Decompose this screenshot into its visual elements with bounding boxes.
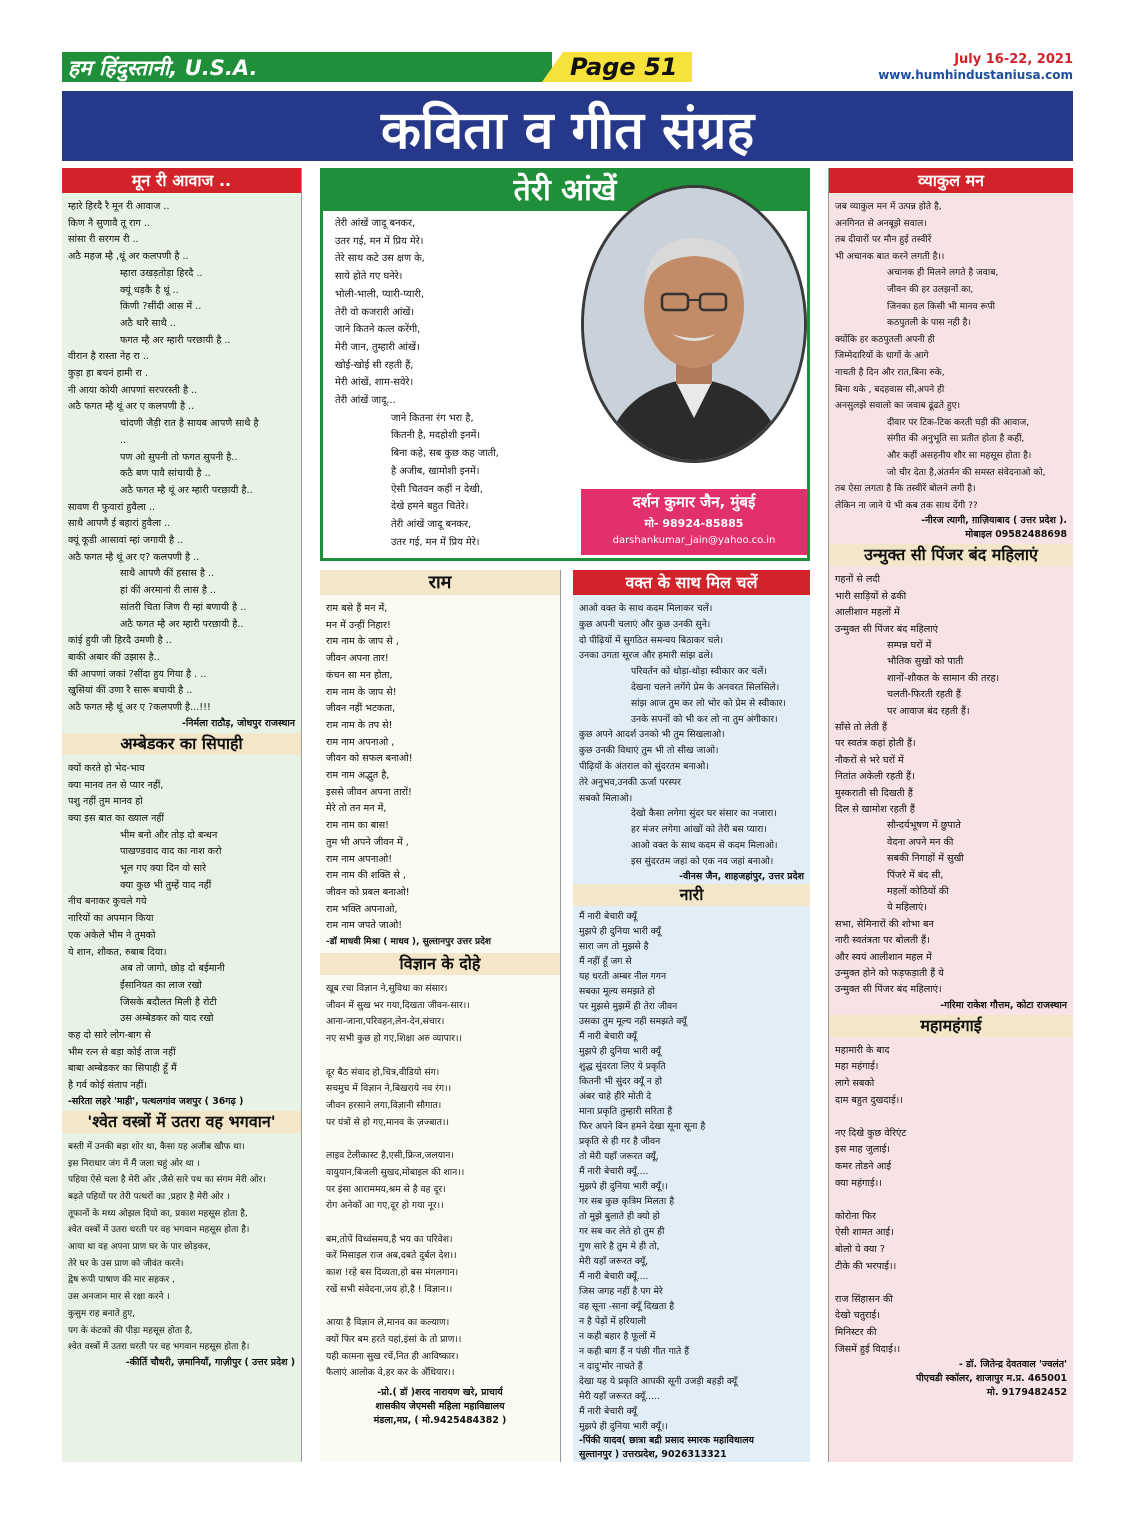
poem-line: यही कामना सुख रचें,नित ही आविष्कार। <box>326 1350 459 1362</box>
poem-line: साथै आपणै कीं हसास है .. <box>120 568 215 580</box>
poem-line: एक अकेले भीम ने तुमको <box>68 929 156 941</box>
poem-line: अठै महज म्है ,थूं अर कलपणी है .. <box>68 251 189 263</box>
poem-line: कंचन सा मन होता, <box>326 669 393 681</box>
poem-line: सावण री फुवारां हुवैला .. <box>68 501 155 513</box>
poem-line: भी अचानक बात करने लगती है।। <box>835 251 945 262</box>
poem-line: कितनी है, मदहोशी इनमें। <box>391 430 481 442</box>
poem-line: पर मुझसे मुझमें ही तेरा जीवन <box>579 1000 678 1012</box>
poem-line: सचमुच में विज्ञान ने,बिखराये नव रंग।। <box>326 1083 452 1095</box>
poem-line: जीवन की हर उलझनों का, <box>887 284 974 295</box>
poem-line: तेरे अनुभव,उनकी ऊर्जा परस्पर <box>579 776 681 788</box>
poem-line: जो चीर देता है,अंतर्मन की समस्त संवेदनाओ को, <box>887 467 1046 478</box>
poem-line: अंबर चाहे हीरे मोती दे <box>579 1090 652 1102</box>
poem-line: वह सूना -साना क्यूँ दिखता है <box>579 1300 675 1312</box>
poem-credit: -गरिमा राकेश गौत्तम, कोटा राजस्थान <box>940 999 1067 1011</box>
poem-line: उनके सपनों को भी कर लो ना तुम अंगीकार। <box>631 713 778 725</box>
poem-line: कुड़ा हा बचनं हामी रा . <box>68 368 148 380</box>
poem-line: नए सभी कुछ हो गए,शिक्षा अरु व्यापार।। <box>326 1033 462 1045</box>
poem-line: ईंसानियत का लाज रखो <box>120 979 202 991</box>
poet-photo <box>581 185 807 463</box>
poem-title: विज्ञान के दोहे <box>320 953 560 975</box>
poem-line: भौतिक सुखों को पाती <box>887 656 964 668</box>
poem-title: मून री आवाज .. <box>62 168 301 193</box>
poem-line: म्हारा उखड़तोड़ा हिरदै .. <box>120 267 203 279</box>
poem-line: इस सुंदरतम जहां को एक नव जहां बनाओ। <box>631 855 774 867</box>
page-title: कविता व गीत संग्रह <box>380 101 755 161</box>
poem-line: आओ वक्त के साथ कदम मिलाकर चलें। <box>579 603 713 614</box>
feature-title: तेरी आंखें <box>323 171 807 211</box>
poem-line: नीच बनाकर कुचले गये <box>68 896 147 908</box>
poem-line: फिर अपने बिन हमने देखा सूना सूना है <box>579 1120 706 1132</box>
poem-line: जिसके बदौलत मिली है रोटी <box>120 996 217 1008</box>
poem-line: वेदना अपने मन की <box>887 836 954 848</box>
poem-line: गुण सारे है तुम मे ही तो, <box>579 1240 660 1252</box>
poem-line: लेकिन ना जाने ये भी कब तक साथ देंगी ?? <box>835 500 978 511</box>
poem-line <box>835 1192 1069 1209</box>
poem-line: गहनों से लदी <box>835 574 880 586</box>
poem-credit: -कीर्ति चौधरी, ज़मानियाँ, गाज़ीपुर ( उत्तर प्रदेश ) <box>125 1357 295 1368</box>
poem-line <box>326 1298 556 1315</box>
poem-line: दिल से खामोश रहती हैं <box>835 803 915 815</box>
poem-line: तेरे साथ कटे उस क्षण के, <box>335 253 425 265</box>
poem-line: जीवन हरसाने लगा,विज्ञानी सौगात। <box>326 1099 442 1111</box>
poem-line: अनसुलझे सवालो का जवाब ढूंढते हुए। <box>835 401 961 412</box>
poem-line: सम्पन्न घरों में <box>887 639 932 651</box>
poem-line: मेरी यहाँ जरूरत क्यूँ..... <box>579 1390 660 1402</box>
poem-line: नारी स्वतंत्रता पर बोलती हैं। <box>835 935 930 947</box>
poem-line <box>326 1131 556 1148</box>
poem-line: अठै फगत म्है थूं अर ए कलपणी है .. <box>68 401 195 413</box>
poem-line: अठै फगत म्है थूं अर ए ?कलपणी है...!!! <box>68 702 211 714</box>
poem-line: यह धरती अम्बर नील गगन <box>579 970 667 982</box>
poem-line: देखो चतुराई। <box>835 1310 880 1322</box>
poem-body <box>573 906 810 1434</box>
poem-line <box>326 1048 556 1065</box>
poem-line: न है पेड़ों में हरियाली <box>579 1315 646 1327</box>
poem-line: कांई हुयी जी हिरदै उमणी है .. <box>68 635 172 647</box>
poem-title: महामहंगाई <box>829 1015 1073 1037</box>
poem-title: वक्त के साथ मिल चलें <box>573 570 810 595</box>
poem-title: उन्मुक्त सी पिंजर बंद महिलाएं <box>829 544 1073 566</box>
poem-title: अम्बेडकर का सिपाही <box>62 733 301 755</box>
poem-line: नितांत अकेली रहती हैं। <box>835 771 915 783</box>
poem-line: क्या इस बात का ख्याल नहीं <box>68 812 164 824</box>
poem-line: जिस जगह नहीं है पग मेरे <box>579 1285 663 1297</box>
poem-line: उस अम्बेडकर को याद रखो <box>120 1013 214 1025</box>
poem-line: अठै फगत म्है थूं अर ए? कलपणी है .. <box>68 551 200 563</box>
poem-line: तब दीवारों पर मौन हुई तस्वीरें <box>835 235 932 246</box>
poem-line: पीढ़ियों के अंतराल को सुंदरतम बनाओ। <box>579 760 709 772</box>
poem-line: खोई-खोई सी रहती हैं, <box>335 359 414 371</box>
poem-line: हर मंजर लगेगा आंखों को तेरी बस प्यारा। <box>631 824 767 836</box>
poem-line: दीवार पर टिक-टिक करती घड़ी की आवाज, <box>887 417 1030 428</box>
poem-line: अठै फगत म्है थूं अर म्हारी परछायी है.. <box>120 484 253 496</box>
poem-line: तेरी आंखें जादू... <box>335 395 396 407</box>
poem-line: वायुयान,बिजली सुखद,मोबाइल की शान।। <box>326 1166 465 1178</box>
poem-line: सबका मूल्य समझते हो <box>579 985 655 997</box>
poem-line: सांतरी चिता जिण री म्हां बणायी है .. <box>120 601 247 613</box>
poem-line: हां कीं अरमानां री लास है .. <box>120 585 217 597</box>
poem-line: तेरी वो कजरारी आंखें। <box>335 306 415 318</box>
poem-line: वीरान है रास्ता नेह रा .. <box>68 351 149 363</box>
poem-line: राम नाम जपते जाओ! <box>326 920 403 932</box>
poem-line: पण ओ सुपनी तो फगत सुपनी है.. <box>120 451 238 463</box>
poem-line: इस माह जुलाई। <box>835 1144 891 1156</box>
poem-line: किणी ?सींदी आस में .. <box>120 301 202 313</box>
poem-line: दूर बैठ संवाद हो,चित्र,वीडियो संग। <box>326 1066 440 1078</box>
poem-line: क्यूं धड़कै है थूं .. <box>120 284 179 296</box>
poem-credit: मोबाइल 09582488698 <box>965 529 1067 541</box>
poem-line: अचानक ही मिलने लगते है जवाब, <box>887 268 999 279</box>
poem-line: बम,तोपें विध्वंसमय,है भय का परिवेश। <box>326 1233 453 1245</box>
poem-line: शुद्ध सुंदरता लिए ये प्रकृति <box>579 1060 666 1072</box>
poem-line: खूब रचा विज्ञान ने,सुविधा का संसार। <box>326 983 448 995</box>
poem-line: न कही बाग हैं न पंछी गीत गाते हैं <box>579 1345 690 1357</box>
poem-body <box>829 566 1073 999</box>
poem-body <box>62 193 301 717</box>
poem-line: न दादु'मोर नाचते हैं <box>579 1360 643 1372</box>
poem-line: साथै आपणै ई बहारां हुवैला .. <box>68 518 171 530</box>
issue-date: July 16-22, 2021 <box>954 52 1073 67</box>
poem-line: देखो कैसा लगेगा सुंदर घर संसार का नजारा। <box>631 808 777 820</box>
poem-line: ये महिलाएं। <box>887 902 927 914</box>
poem-line: राज सिंहासन की <box>835 1293 893 1305</box>
poem-line: पर आवाज बंद रहती हैं। <box>887 705 970 717</box>
poem-body <box>320 975 560 1382</box>
poem-line: .. <box>120 434 127 446</box>
poem-credit: -सरिता लहरे 'माही', पत्थलगांव जशपुर ( 36गढ़ ) <box>68 1095 244 1107</box>
poem-line: राम भक्ति अपनाओ, <box>326 903 398 915</box>
poem-line: कीं आपणां जकां ?सींदा हुय गिया है . .. <box>68 668 207 680</box>
column-left <box>62 168 302 1462</box>
poem-line: सभा, सेमिनारों की शोभा बन <box>835 918 934 930</box>
poem-line: पर यंत्रों से हो गए,मानव के ज़ज्बात।। <box>326 1116 449 1128</box>
poem-line: दो पीढ़ियों में सुगठित समन्वय बिठाकर चले। <box>579 634 724 646</box>
poem-line: बाकी अबार कीं उझास है.. <box>68 651 160 663</box>
poem-title: राम <box>320 570 560 595</box>
poem-line: मैं नारी बेचारी क्यूँ <box>579 1405 637 1417</box>
poem-line: मन में उन्हीं निहार! <box>326 619 391 631</box>
poem-line: राम नाम के जाप से , <box>326 636 399 648</box>
poem-body <box>62 1133 301 1356</box>
poem-line: जिम्मेदारियों के धागों के आगे <box>835 351 929 362</box>
poem-line: राम नाम के तप से! <box>326 719 393 731</box>
poem-line: चांदणी जैड़ी रात है सायब आपणै साथै है <box>120 418 259 430</box>
poem-line: आओ वक्त के साथ कदम से कदम मिलाओ। <box>631 839 778 851</box>
poem-line: बिना थके , बदहवास सी,अपने ही <box>835 384 945 395</box>
poem-line: कुसुम राह बनाते हुए, <box>68 1308 136 1319</box>
poem-line: गर सब कुछ कृत्रिम मिलता है <box>579 1195 675 1207</box>
poem-line: तुम भी अपने जीवन में , <box>326 836 409 848</box>
poem-line: सबको मिलाओ। <box>579 792 633 804</box>
poem-line: उतर गई, मन में प्रिय मेरे। <box>335 235 424 247</box>
poem-line: जाने कितने कत्ल करेंगी, <box>335 324 421 336</box>
poem-line: भोली-भाली, प्यारी-प्यारी, <box>335 288 425 300</box>
poem-line: देखा यह ये प्रकृति आपकी सूनी उजड़ी बहड़ी क्यूँ <box>579 1375 738 1387</box>
poem-line <box>326 1215 556 1232</box>
poem-line: ऐसी चितवन कहीं न देखी, <box>391 483 483 495</box>
poem-line <box>835 1275 1069 1292</box>
poem-line: उतर गई, मन में प्रिय मेरे। <box>391 536 480 548</box>
poem-line: आलीशान महलों में <box>835 607 900 619</box>
person-portrait-icon <box>584 188 804 460</box>
poem-line: इस निराधार जंग में मैं जला चहुं ओर था । <box>68 1158 200 1169</box>
poem-line: मुझपे ही दुनिया भारी क्यूँ।। <box>579 1420 668 1432</box>
poem-line: लाइव टेलीकास्ट है,एसी,फ्रिज,जलयान। <box>326 1150 454 1162</box>
poem-line: जीवन को प्रबल बनाओ! <box>326 886 410 898</box>
poem-line: तब ऐसा लगता है कि तस्वीरें बोलने लगी है। <box>835 484 976 495</box>
poem-line: मेरी जान, तुम्हारी आंखें। <box>335 341 420 353</box>
poem-line: बस्ती में उनकी बड़ा शोर था, कैसा यह अजीब खौफ था। <box>68 1141 245 1152</box>
poem-line: राम नाम के जाप से! <box>326 686 397 698</box>
poem-line: बिना कहे, सब कुछ कह जाती, <box>391 448 499 460</box>
poem-line: महलों कोठियों की <box>887 886 949 897</box>
poem-line: और कहीं असहनीय शौर सा महसूस होता है। <box>887 450 1032 461</box>
poem-line: दाम बहुत दुखदाई।। <box>835 1094 903 1106</box>
poem-line: भीम रत्न से बड़ा कोई ताज नहीं <box>68 1046 176 1058</box>
poem-line: क्यों करते हो भेद-भाव <box>68 762 145 774</box>
poem-line: तो मुझे बुलाते ही क्यो हो <box>579 1210 660 1222</box>
poem-line: उस अनजान मार से रक्षा करने । <box>68 1292 170 1303</box>
poem-line: करें मिसाइल राज अब,दबते दुर्बल देश।। <box>326 1250 457 1262</box>
poem-line: मुझपे ही दुनिया भारी क्यूँ <box>579 925 661 937</box>
poem-line: कुछ अपनी चलाएं और कुछ उनकी सुने। <box>579 618 711 630</box>
poem-line: और स्वयं आलीशान महल में <box>835 951 932 963</box>
poet-name: दर्शन कुमार जैन, मुंबई <box>632 493 756 511</box>
poem-line: नौकरों से भरे घरों में <box>835 754 904 766</box>
poem-line: अब तो जागो, छोड़ दो बईमानी <box>120 963 225 975</box>
poem-credit: मो. 9179482452 <box>986 1387 1067 1399</box>
poem-line: भीम बनो और तोड़ दो बन्धन <box>120 829 218 841</box>
poem-line: राम बसे हैं मन में, <box>326 603 388 614</box>
poem-line: बाबा अम्बेडकर का सिपाही हूँ मैं <box>68 1063 177 1075</box>
poem-line: है गर्व कोई संताप नहीं। <box>68 1080 148 1092</box>
poem-line: तेरी आंखें जादू बनकर, <box>335 218 416 229</box>
poem-line: क्यों फिर बम हरते यहां,इंसां के तो प्राण।। <box>326 1333 462 1345</box>
poem-line: टीके की भरपाई।। <box>835 1260 897 1272</box>
poem-line: किण नै सुणावै तू राग .. <box>68 217 150 229</box>
poem-line: इससे जीवन अपना तारों! <box>326 786 412 798</box>
poem-line: क्या कुछ भी तुम्हें याद नहीं <box>120 879 212 891</box>
poem-line: जब व्याकुल मन में उत्पन्न होते है, <box>835 202 942 212</box>
poem-title: व्याकुल मन <box>829 168 1073 193</box>
poem-line: कमर तोडने आई <box>835 1161 892 1172</box>
poem-line: मैं नारी बेचारी क्यूँ.... <box>579 1165 649 1177</box>
poem-line: रोग अनेकों आ गए,दूर हो गया नूर।। <box>326 1200 444 1212</box>
poem-line: पिंजरे में बंद सी, <box>887 869 944 881</box>
poem-line: सारा जग तो मुझसे है <box>579 940 649 952</box>
poem-line: जीवन को सफल बनाओ! <box>326 753 413 765</box>
poem-line: सबकी निगाहों में सुखी <box>887 853 964 865</box>
poem-line: पशु नहीं तुम मानव हो <box>68 796 143 808</box>
poem-line: उनका उगता सूरज और हमारी सांझ ढले। <box>579 650 714 662</box>
poem-line: मैं नहीं हूँ जग से <box>579 955 632 967</box>
poem-line: क्यूं कूडी आसावां म्हां जगायी है .. <box>68 535 184 547</box>
poem-credit: -डॉ माधवी मिश्रा ( माधव ), सुल्तानपुर उत्तर प्रदेश <box>326 937 492 948</box>
poem-line: मुझपे ही दुनिया भारी क्यूँ।। <box>579 1180 668 1192</box>
poem-line: लागे सबको <box>835 1078 875 1090</box>
poet-email[interactable]: darshankumar_jain@yahoo.co.in <box>612 535 776 546</box>
publication-name: हम हिंदुस्तानी, U.S.A. <box>68 56 258 80</box>
poem-line: नी आया कोयी आपणां सरपरस्ती है .. <box>68 384 198 396</box>
column-middle-right <box>573 570 810 1462</box>
poem-line: राम नाम का बास! <box>326 820 389 832</box>
poem-line: काश !रहे बस दिव्यता,हो बस मंगलगान। <box>326 1267 459 1279</box>
poem-line: राम नाम अद्भुत है, <box>326 770 390 782</box>
poem-line: उन्मुक्त सी पिंजर बंद महिलाएं <box>835 623 938 635</box>
poem-line: जीवन में सुख भर गया,दिखता जीवन-सार।। <box>326 999 470 1011</box>
poet-phone: मो- 98924-85885 <box>644 517 744 530</box>
poem-line: कठपुतली के पास नही है। <box>887 318 971 329</box>
poem-credit: सुल्तानपुर ) उत्तरप्रदेश, 9026313321 <box>579 1448 727 1460</box>
poem-line: सौन्दर्यभूषण में छुपाते <box>887 820 961 832</box>
column-right <box>828 168 1073 1462</box>
poem-line: क्योंकि हर कठपुतली अपनी ही <box>835 334 935 345</box>
poem-line: कितनी भी सुंदर क्यूँ न हो <box>579 1075 663 1087</box>
poem-line: प्रकृति से ही गर है जीवन <box>579 1135 661 1147</box>
poem-title: नारी <box>573 884 810 906</box>
poem-body <box>573 595 810 870</box>
poem-body <box>320 595 560 935</box>
poem-line: मेरी आंखें, शाम-सवेरे। <box>335 377 414 389</box>
poem-line: ऐसी शामत आई। <box>835 1227 894 1239</box>
poem-line: पर इंसा आराममय,श्रम से है वह दूर। <box>326 1183 446 1195</box>
feature-poem-box <box>320 168 810 561</box>
poem-line: ये शान, शौकत, रुबाब दिया। <box>68 946 167 958</box>
poem-line: पाखण्डवाद वाद का नाश करो <box>120 846 222 858</box>
poem-line: देखे हमने बहुत चितेरे। <box>391 501 469 513</box>
poem-line: मेरे तो तन मन में, <box>326 803 387 815</box>
poem-credit: -नीरज त्यागी, ग़ाज़ियाबाद ( उत्तर प्रदेश ). <box>921 515 1067 527</box>
poem-line: परिवर्तन को थोड़ा-थोड़ा स्वीकार कर चलें। <box>631 666 767 678</box>
poem-line: न कही बहार है फूलों में <box>579 1330 656 1342</box>
poem-line: उन्मुक्त सी पिंजर बंद महिलाएं। <box>835 984 942 996</box>
poem-line: क्या महंगाई।। <box>835 1177 882 1189</box>
poem-line: तेरे घर के उस प्राण को जीवंत करने। <box>68 1258 184 1269</box>
poem-line: देखना चलने लगेंगे प्रेम के अनवरत सिलसिले। <box>631 681 780 693</box>
page-number: Page 51 <box>570 53 678 81</box>
poem-line: जिसमें हुई विदाई।। <box>835 1343 901 1355</box>
poem-line: मैं नारी बेचारी क्यूँ <box>579 1030 637 1042</box>
poem-line: राम नाम की शक्ति से , <box>326 870 406 882</box>
poem-line: शानों-शौकत के सामान की तरह। <box>887 672 1000 684</box>
poem-line: द्वेष रूपी पाषाण की मार सहकर , <box>68 1275 175 1286</box>
poem-credit: मंडला,मप्र, ( मो.9425484382 ) <box>373 1414 507 1426</box>
poem-line: मिनिस्टर की <box>835 1326 877 1338</box>
poem-line: फैलाएं आलोक वे,हर कर के अँधियार।। <box>326 1367 455 1379</box>
poem-body <box>62 755 301 1095</box>
poem-line: मुस्कराती सी दिखती हैं <box>835 787 913 799</box>
poem-line: मुझपे ही दुनिया भारी क्यूँ <box>579 1045 661 1057</box>
poem-credit: -निर्मला राठौड़, जोधपुर राजस्थान <box>181 717 295 729</box>
poem-credit: -प्रो.( डॉ )शरद नारायण खरे, प्राचार्य <box>377 1386 503 1398</box>
poem-line: भारी साड़ियों से ढकी <box>835 590 907 602</box>
poem-line: आया है विज्ञान ले,मानव का कल्याण। <box>326 1317 450 1329</box>
poem-line: है अजीब, खामोशी इनमें। <box>391 465 480 477</box>
poem-line: श्वेत वस्त्रों में उतरा धरती पर वह भगवान महसूस होता है। <box>68 1225 250 1236</box>
poem-line: साये होते गए घनेरे। <box>335 271 403 283</box>
poem-body <box>829 1037 1073 1358</box>
poem-line: तूफानों के मध्य ओझल दियो का, प्रकाश महसूस होता है, <box>68 1208 248 1219</box>
poem-line: मैं नारी बेचारी क्यूँ <box>579 910 637 922</box>
poem-line: आना-जाना,परिवहन,लेन-देन,संचार। <box>326 1016 445 1028</box>
poem-line: साँसे तो लेती हैं <box>835 721 888 733</box>
poem-line: अनगिनत से अनबूझे सवाल। <box>835 218 927 229</box>
poem-line: श्वेत वस्त्रों में उतरा धरती पर वह भगवान महसूस होता है। <box>68 1342 250 1353</box>
poem-line: संगीत की अनुभूति सा प्रतीत होता है कहीं, <box>887 434 1025 445</box>
poem-line: महा महंगाई। <box>835 1061 879 1073</box>
poem-line: आया था वह अपना प्राण घर के पार छोड़कर, <box>68 1242 211 1253</box>
poem-line: तेरी आंखें जादू बनकर, <box>391 518 472 530</box>
poem-line: उन्मुक्त होने को फड़फड़ाती हैं ये <box>835 968 944 980</box>
title-band <box>62 91 1073 161</box>
poem-line: खुसियां कीं उणा रै सारू बचायी है .. <box>68 685 193 697</box>
poem-line: कठै बण पावै सांचायी है .. <box>120 468 211 480</box>
poem-line: उसका तुम मूल्य नही समझते क्यूँ <box>579 1015 687 1027</box>
poem-line: तो मेरी यहाँ जरूरत क्यूँ, <box>579 1150 659 1162</box>
poem-line: कुछ उनकी विधाएं तुम भी तो सीख जाओ। <box>579 745 719 757</box>
poem-line: मेरी यहाँ जरूरत क्यूँ, <box>579 1255 649 1267</box>
poem-line: सांसा री सरगम री .. <box>68 234 139 246</box>
poem-line: बढ़ते पहियों पर तेरी पत्थरों का ,प्रहार है मेरी ओर । <box>68 1191 230 1202</box>
feature-poem-body <box>335 215 585 551</box>
poem-body <box>829 193 1073 514</box>
website-link[interactable]: www.humhindustaniusa.com <box>878 68 1073 82</box>
poem-line: पर स्वतंत्र कहां होती हैं। <box>835 738 916 750</box>
poem-line <box>835 1109 1069 1126</box>
poem-line: महामारी के बाद <box>835 1044 890 1056</box>
poem-line: कह दो सारे लोग-बाग से <box>68 1030 151 1042</box>
poem-credit: -पिंकी यादव( छात्रा बद्री प्रसाद स्मारक महाविधालय <box>579 1434 754 1446</box>
poem-line: अठै फगत म्है अर म्हारी परछायी है.. <box>120 618 244 630</box>
poem-line: नए दिखे कुछ वेरिएंट <box>835 1127 907 1139</box>
poem-line: बोलो ये क्या ? <box>835 1243 885 1255</box>
poem-credit: शासकीय जेएमसी महिला महाविद्यालय <box>375 1400 505 1412</box>
poem-line: कोरोना फिर <box>835 1210 876 1222</box>
masthead <box>62 52 1073 86</box>
poem-line: पग के कंटको की पीड़ा महसूस होता है, <box>68 1325 193 1336</box>
poem-line: फगत म्है अर म्हारी परछायी है .. <box>120 334 231 346</box>
poem-line: नारियों का अपमान किया <box>68 913 154 925</box>
column-middle-left <box>320 570 561 1462</box>
poem-line: सांझ आज तुम कर लो भोर को प्रेम से स्वीकार। <box>631 697 786 709</box>
poem-line: राम नाम अपनाओ , <box>326 736 395 748</box>
poem-line: पहिया ऐसे चला है मेरी ओर ,जैसे सारे पथ का संगम मेरी ओर। <box>68 1175 266 1186</box>
poem-line: राम नाम अपनाओ! <box>326 853 393 865</box>
poem-line: जिनका हल किसी भी मानव रूपी <box>887 301 996 312</box>
poem-line: अठै थारै साथै .. <box>120 317 176 329</box>
poem-line: मैं नारी बेचारी क्यूँ.... <box>579 1270 649 1282</box>
poem-line: जीवन नहीं भटकता, <box>326 703 396 715</box>
poem-line: जाने कितना रंग भरा है, <box>391 412 474 424</box>
poem-line: क्या मानव तन से प्यार नहीं, <box>68 779 164 791</box>
poet-card <box>581 489 807 555</box>
poem-line: चलती-फिरती रहती हैं <box>887 689 961 701</box>
poem-credit: पीएचडी स्कॉलर, शाजापुर म.प्र. 465001 <box>916 1373 1067 1385</box>
poem-line: गर सब कर लेते हो तुम ही <box>579 1225 665 1237</box>
poem-credit: - डॉ. जितेन्द्र देवतवाल 'ज्वलंत' <box>958 1359 1067 1371</box>
poem-line: कुछ अपने आदर्श उनको भी तुम सिखलाओ। <box>579 729 725 741</box>
poem-line: म्हारे हिरदै रै मून री आवाज .. <box>68 201 170 212</box>
poem-credit: -वीनस जैन, शाहजहांपुर, उत्तर प्रदेश <box>679 870 804 882</box>
poem-line: भूल गए क्या दिन वो सारे <box>120 863 207 875</box>
poem-line: रखें सभी संवेदना,जय हो,है ! विज्ञान।। <box>326 1283 453 1295</box>
poem-line: माना प्रकृति तुम्हारी सरिता है <box>579 1105 673 1117</box>
poem-line: जीवन अपना तार! <box>326 653 389 665</box>
poem-line: नाचती है दिन और रात,बिना रुके, <box>835 367 945 378</box>
poem-title: 'श्वेत वस्त्रों में उतरा वह भगवान' <box>62 1111 301 1133</box>
